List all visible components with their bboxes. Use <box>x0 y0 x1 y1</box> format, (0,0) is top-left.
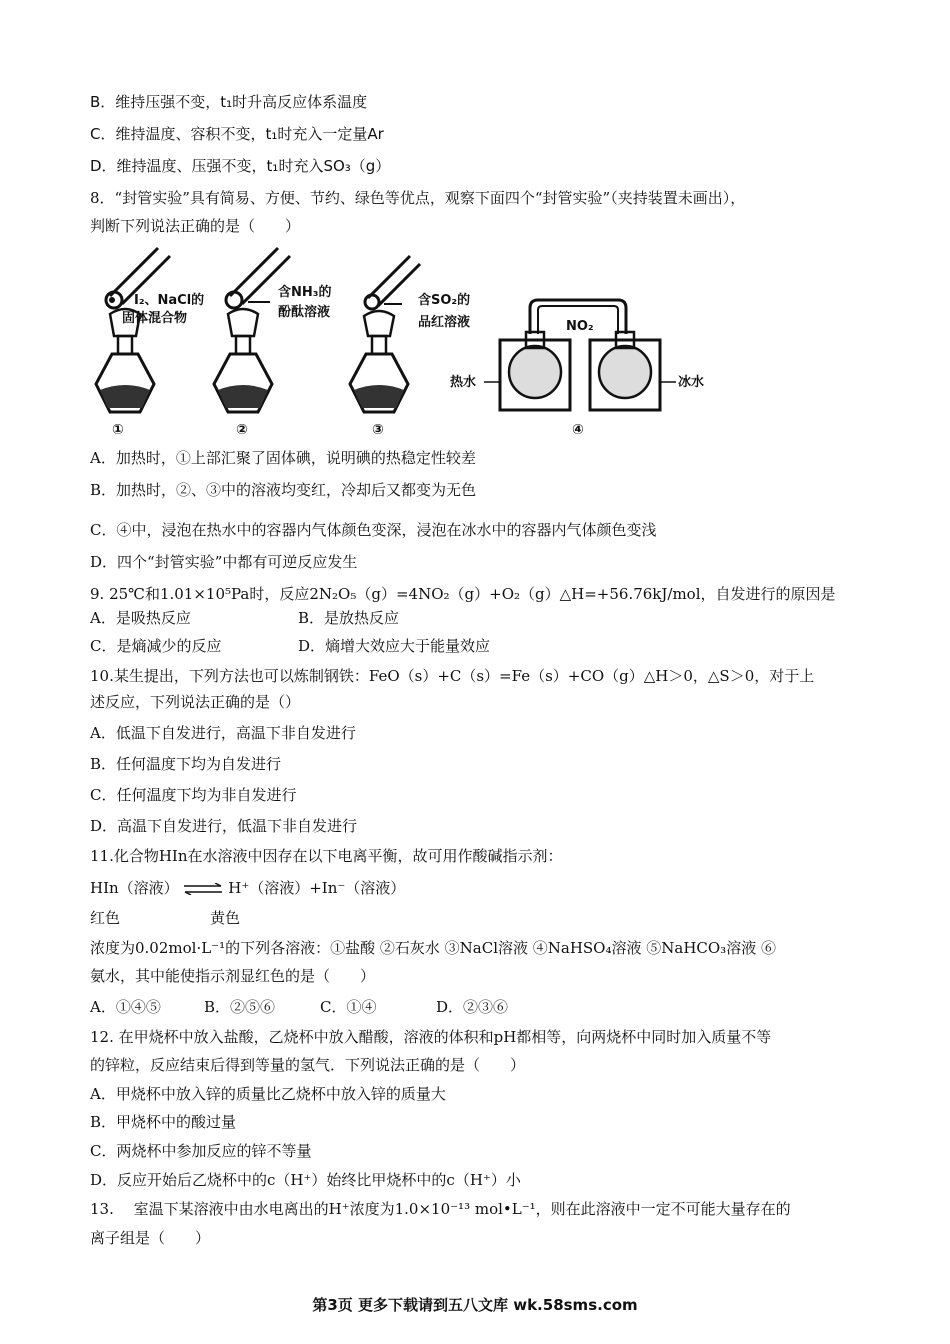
q7-option-b: B．维持压强不变，t₁时升高反应体系温度 <box>90 93 368 111</box>
q9-option-c: C．是熵减少的反应 <box>90 637 222 655</box>
q12-option-b: B．甲烧杯中的酸过量 <box>90 1113 237 1131</box>
q13-stem-line1: 13. 室温下某溶液中由水电离出的H⁺浓度为1.0×10⁻¹³ mol•L⁻¹，则在此溶液中一定不可能大量存在的 <box>90 1200 791 1218</box>
q12-option-d: D．反应开始后乙烧杯中的c（H⁺）始终比甲烧杯中的c（H⁺）小 <box>90 1171 521 1189</box>
apparatus-3-label-line2: 品红溶液 <box>418 315 471 330</box>
experiment-diagram <box>90 244 870 444</box>
apparatus-3-number: ③ <box>372 422 384 438</box>
page-footer: 第3页 更多下载请到五八文库 wk.58sms.com <box>312 1296 638 1314</box>
apparatus-4-hot-water-label: 热水 <box>450 375 477 390</box>
q11-color-red: 红色 <box>90 909 121 927</box>
q11-equation-right: H⁺（溶液）+In⁻（溶液） <box>228 879 406 897</box>
q12-option-c: C．两烧杯中参加反应的锌不等量 <box>90 1142 312 1160</box>
q11-stem-line3: 浓度为0.02mol·L⁻¹的下列各溶液：①盐酸 ②石灰水 ③NaCl溶液 ④NaHSO₄溶液 ⑤NaHCO₃溶液 ⑥ <box>90 939 776 957</box>
q12-stem-line1: 12. 在甲烧杯中放入盐酸，乙烧杯中放入醋酸，溶液的体积和pH都相等，向两烧杯中同时加入质量不等 <box>90 1028 772 1046</box>
q10-option-a: A．低温下自发进行，高温下非自发进行 <box>90 724 356 742</box>
apparatus-3 <box>350 256 420 412</box>
q11-stem-line4: 氨水，其中能使指示剂显红色的是（ ） <box>90 967 376 985</box>
q13-stem-line2: 离子组是（ ） <box>90 1229 211 1247</box>
q12-option-a: A．甲烧杯中放入锌的质量比乙烧杯中放入锌的质量大 <box>90 1085 446 1103</box>
apparatus-3-label-line1: 含SO₂的 <box>418 293 471 308</box>
q8-option-b: B．加热时，②、③中的溶液均变红，冷却后又都变为无色 <box>90 481 477 499</box>
q11-option-b: B．②⑤⑥ <box>204 998 276 1016</box>
q7-option-d: D．维持温度、压强不变，t₁时充入SO₃（g） <box>90 157 391 175</box>
apparatus-2-number: ② <box>236 422 248 438</box>
q10-stem-line1: 10.某生提出，下列方法也可以炼制钢铁：FeO（s）+C（s）=Fe（s）+CO（g）△H＞0，△S＞0，对于上 <box>90 667 815 685</box>
apparatus-1-number: ① <box>112 422 124 438</box>
apparatus-2-label-line2: 酚酞溶液 <box>278 305 331 320</box>
q11-option-a: A．①④⑤ <box>90 998 161 1016</box>
q10-option-d: D．高温下自发进行，低温下非自发进行 <box>90 817 358 835</box>
q11-color-yellow: 黄色 <box>210 909 241 927</box>
q8-stem-line1: 8．“封管实验”具有简易、方便、节约、绿色等优点，观察下面四个“封管实验”（夹持装置未画出）， <box>90 189 746 207</box>
q8-stem-line2: 判断下列说法正确的是（ ） <box>90 217 301 235</box>
apparatus-4-number: ④ <box>572 422 584 438</box>
q10-option-b: B．任何温度下均为自发进行 <box>90 755 282 773</box>
q7-option-c: C．维持温度、容积不变，t₁时充入一定量Ar <box>90 125 384 143</box>
q8-option-d: D．四个“封管实验”中都有可逆反应发生 <box>90 553 358 571</box>
apparatus-1-label-line1: I₂、NaCl的 <box>134 293 205 308</box>
q9-option-d: D．熵增大效应大于能量效应 <box>298 637 491 655</box>
q9-option-a: A．是吸热反应 <box>90 609 191 627</box>
q11-equation-left: HIn（溶液） <box>90 879 179 897</box>
q10-stem-line2: 述反应，下列说法正确的是（） <box>90 693 301 711</box>
sealed-tube-experiment-figure <box>90 244 870 444</box>
apparatus-2-label-line1: 含NH₃的 <box>278 285 332 300</box>
equilibrium-arrow-icon <box>183 883 223 895</box>
q9-option-b: B．是放热反应 <box>298 609 400 627</box>
q10-option-c: C．任何温度下均为非自发进行 <box>90 786 297 804</box>
q11-equation <box>90 878 405 898</box>
apparatus-4-gas-label: NO₂ <box>566 319 594 334</box>
apparatus-1 <box>96 248 170 412</box>
q11-option-c: C．①④ <box>320 998 377 1016</box>
apparatus-4 <box>484 300 676 410</box>
apparatus-2 <box>214 248 290 412</box>
q11-option-d: D．②③⑥ <box>436 998 509 1016</box>
apparatus-4-ice-water-label: 冰水 <box>678 375 705 390</box>
q8-option-a: A．加热时，①上部汇聚了固体碘，说明碘的热稳定性较差 <box>90 449 476 467</box>
apparatus-1-label-line2: 固体混合物 <box>122 311 188 326</box>
q8-option-c: C．④中，浸泡在热水中的容器内气体颜色变深，浸泡在冰水中的容器内气体颜色变浅 <box>90 521 657 539</box>
q12-stem-line2: 的锌粒，反应结束后得到等量的氢气．下列说法正确的是（ ） <box>90 1056 526 1074</box>
q11-stem: 11.化合物HIn在水溶液中因存在以下电离平衡，故可用作酸碱指示剂： <box>90 847 563 865</box>
q9-stem: 9. 25℃和1.01×10⁵Pa时，反应2N₂O₅（g）=4NO₂（g）+O₂（g）△H=+56.76kJ/mol，自发进行的原因是 <box>90 585 836 603</box>
